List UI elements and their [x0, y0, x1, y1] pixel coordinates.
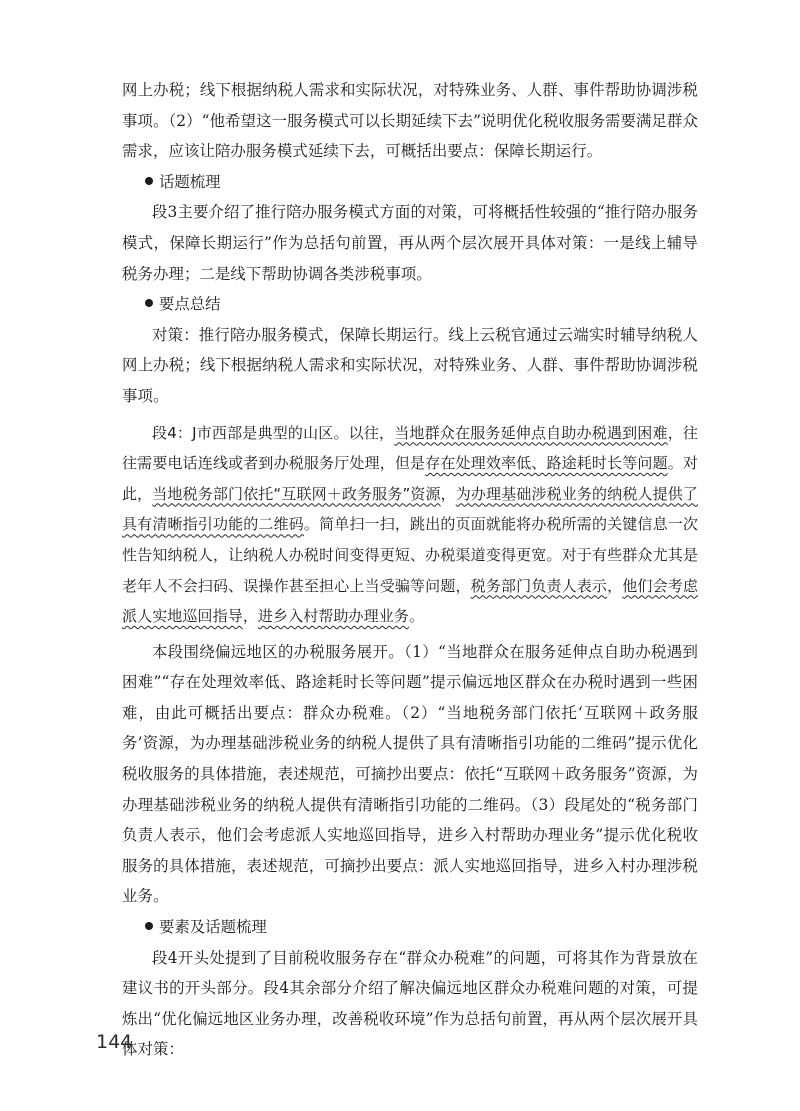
bullet-icon	[145, 299, 153, 307]
underlined-phrase: 为办理基础涉税业务的纳税人提供了具有清晰指引功能的二维码	[122, 484, 698, 534]
section-heading-summary	[145, 289, 698, 320]
underlined-phrase: 进乡入村帮助办理业务	[257, 607, 409, 626]
page-number: 144	[96, 1031, 133, 1053]
topic-paragraph: 段3主要介绍了推行陪办服务模式方面的对策，可将概括性较强的“推行陪办服务模式，保障长期运行”作为总括句前置，再从两个层次展开具体对策：一是线上辅导税务办理；二是线下帮助协调各类涉税事项。	[122, 203, 698, 283]
heading-label: 要素及话题梳理	[159, 918, 267, 937]
source-text: 。简单扫一扫，跳出的页面就能将办税所需的关键信息一次性告知纳税人，让纳税人办税时间变得更短、办税渠道变得更宽。对于有些群众尤其是老年人不会扫码、误操作甚至担心上当受骗等问题，	[122, 515, 699, 595]
elements-paragraph: 段4开头处提到了目前税收服务存在“群众办税难”的问题，可将其作为背景放在建议书的开头部分。段4其余部分介绍了解决偏远地区群众办税难问题的对策，可提炼出“优化偏远地区业务办理，改善税收环境”作为总括句前置，再从两个层次展开具体对策：	[122, 948, 698, 1059]
source-text: 。	[408, 607, 425, 626]
page-content	[122, 75, 698, 1065]
quoted-source-paragraph	[122, 418, 698, 632]
source-text: ，往往需要电话连线或者到办税服务厅处理，但是	[122, 423, 698, 473]
summary-paragraph: 对策：推行陪办服务模式，保障长期运行。线上云税官通过云端实时辅导纳税人网上办税；线下根据纳税人需求和实际状况，对特殊业务、人群、事件帮助协调涉税事项。	[122, 325, 698, 405]
source-text: 。对此，	[122, 454, 698, 503]
underlined-phrase: 存在处理效率低、路途耗时长等问题	[425, 454, 668, 473]
analysis-paragraph: 本段围绕偏远地区的办税服务展开。（1）“当地群众在服务延伸点自助办税遇到困难”“存在处理效率低、路途耗时长等问题”提示偏远地区群众在办税时遇到一些困难，由此可概括出要点：群众办税难。（2）“当地税务部门依托‘互联网＋政务服务’资源，为办理基础涉税业务的纳税人提供了具有清晰指引功能的二维码”提示优化税收服务的具体措施，表述规范，可摘抄出要点：依托“互联网＋政务服务”资源，为办理基础涉税业务的纳税人提供有清晰指引功能的二维码。（3）段尾处的“税务部门负责人表示，他们会考虑派人实地巡回指导，进乡入村帮助办理业务”提示优化税收服务的具体措施，表述规范，可摘抄出要点：派人实地巡回指导，进乡入村办理涉税业务。	[122, 642, 698, 906]
heading-label: 要点总结	[159, 295, 221, 314]
bullet-icon	[145, 922, 153, 930]
intro-paragraph: 网上办税；线下根据纳税人需求和实际状况，对特殊业务、人群、事件帮助协调涉税事项。（2）“他希望这一服务模式可以长期延续下去”说明优化税收服务需要满足群众需求，应该让陪办服务模式延续下去，可概括出要点：保障长期运行。	[122, 81, 698, 161]
section-heading-topic	[145, 167, 698, 198]
bullet-icon	[145, 177, 153, 185]
section-heading-elements	[145, 912, 698, 943]
underlined-phrase: 当地群众在服务延伸点自助办税遇到困难	[394, 423, 668, 442]
underlined-phrase: 税务部门负责人表示	[470, 576, 608, 595]
source-text: 段4：J市西部是典型的山区。以往，	[152, 423, 395, 442]
source-text: ，	[440, 484, 456, 503]
source-text: ，	[242, 607, 258, 626]
source-text: ，	[607, 576, 623, 595]
underlined-phrase: 他们会考虑派人实地巡回指导	[122, 576, 698, 626]
heading-label: 话题梳理	[159, 172, 221, 191]
underlined-phrase: 当地税务部门依托“互联网＋政务服务”资源	[152, 484, 441, 503]
